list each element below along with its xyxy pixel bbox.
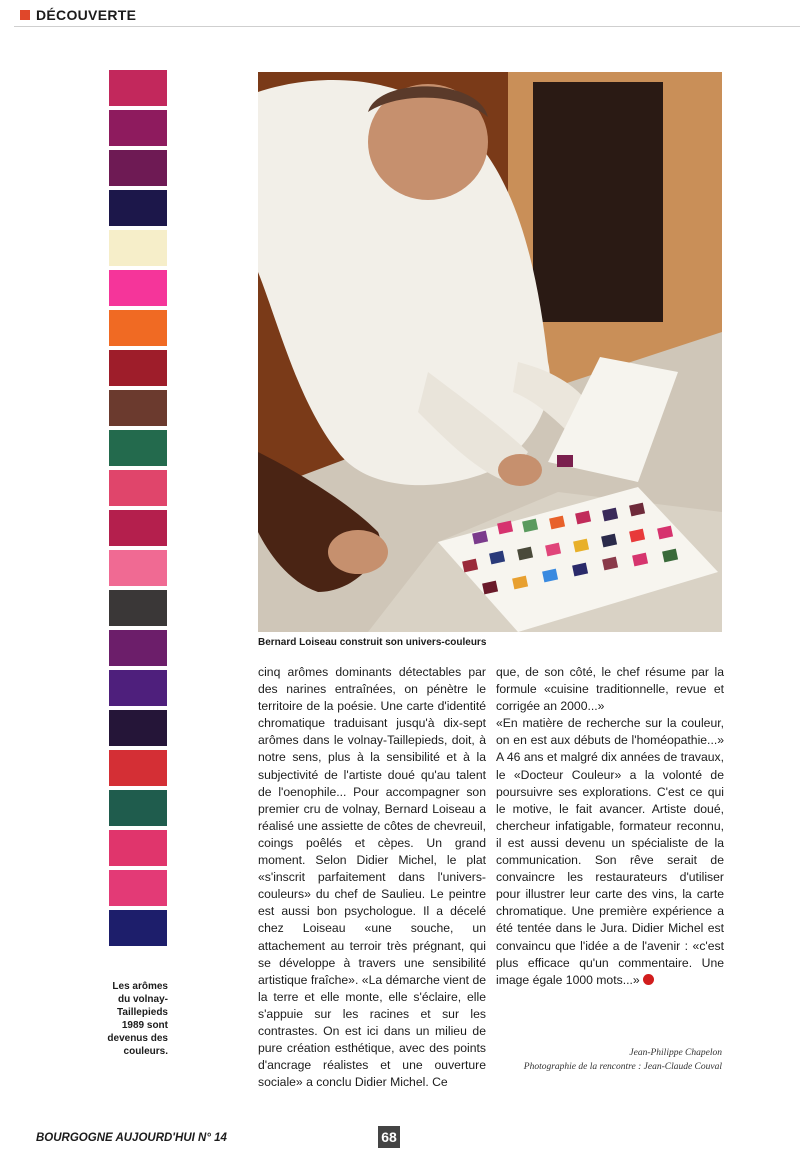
aroma-swatch <box>109 430 167 466</box>
aroma-swatch <box>109 510 167 546</box>
article-paragraph <box>496 715 724 989</box>
aroma-swatch <box>109 870 167 906</box>
section-marker-icon <box>20 10 30 20</box>
chef-photo-illustration <box>258 72 722 632</box>
aroma-color-strip <box>109 70 167 970</box>
aroma-swatch <box>109 110 167 146</box>
aroma-swatch <box>109 550 167 586</box>
article-column-2 <box>496 664 724 989</box>
side-caption-line: du volnay- <box>117 994 168 1005</box>
credits <box>496 1046 722 1074</box>
end-mark-icon <box>643 974 654 985</box>
publication-name: BOURGOGNE AUJOURD'HUI N° 14 <box>36 1132 227 1144</box>
photo-credit: Photographie de la rencontre : Jean-Claude Couval <box>523 1062 722 1072</box>
section-header <box>14 6 800 26</box>
aroma-swatch <box>109 390 167 426</box>
side-caption-line: 1989 sont <box>121 1020 168 1031</box>
page-number: 68 <box>378 1126 400 1148</box>
aroma-swatch <box>109 630 167 666</box>
aroma-swatch <box>109 190 167 226</box>
aroma-swatch <box>109 830 167 866</box>
article-column-1 <box>258 664 486 1091</box>
side-caption-line: devenus des <box>107 1033 168 1044</box>
article-paragraph: que, de son côté, le chef résume par la formule «cuisine traditionnelle, revue et corrigée an 2000...» <box>496 665 724 714</box>
aroma-swatch <box>109 470 167 506</box>
aroma-swatch <box>109 150 167 186</box>
aroma-swatch <box>109 710 167 746</box>
side-caption-line: Les arômes <box>112 981 168 992</box>
aroma-swatch <box>109 310 167 346</box>
side-caption <box>100 980 168 1058</box>
author-credit: Jean-Philippe Chapelon <box>629 1048 722 1058</box>
aroma-swatch <box>109 230 167 266</box>
article-paragraph: cinq arômes dominants détectables par des narines entraînées, on pénètre le territoire de la poésie. Une carte d'identité chromatique traduisant jusqu'à dix-sept arômes dans le volnay-Taillepieds, doit, à notre sens, plus à la sensibilité et à la subjectivité de l'artiste doué qu'au talent de l'oenophile... Pour accompagner son premier cru de volnay, Bernard Loiseau a réalisé une assiette de côtes de chevreuil, coings poêlés et cèpes. Un grand moment. Selon Didier Michel, le plat «s'inscrit parfaitement dans l'univers-couleurs» du chef de Saulieu. Le peintre est aussi bon psychologue. Il a décelé chez Loiseau «une souche, un attachement au terroir très prégnant, qui se développe à travers une sensibilité artistique fraîche». «La démarche vient de la terre et elle monte, elle s'éclaire, elle s'appuie sur les racines et sur les contrastes. On est ici dans un milieu de pure création esthétique, avec des points d'ancrage réalistes et une ouverture sociale» a conclu Didier Michel. Ce <box>258 665 486 1090</box>
aroma-swatch <box>109 910 167 946</box>
header-rule <box>14 26 800 27</box>
section-label: DÉCOUVERTE <box>36 7 137 23</box>
side-caption-line: couleurs. <box>123 1046 168 1057</box>
aroma-swatch <box>109 70 167 106</box>
aroma-swatch <box>109 670 167 706</box>
aroma-swatch <box>109 350 167 386</box>
article-paragraph-text: «En matière de recherche sur la couleur, on en est aux débuts de l'homéopathie...» A 46 ans et malgré dix années de travaux, le «Docteur Couleur» a la volonté de poursuivre ses explorations. C'est ce qui le motive, le fait avancer. Artiste doué, chercheur infatigable, formateur reconnu, il est aussi devenu un spécialiste de la communication. Son rêve serait de convaincre les restaurateurs d'utiliser pour illustrer leur carte des vins, la carte chromatique. Une première expérience a été tentée dans le Jura. Didier Michel est convaincu que l'idée a de l'avenir : «c'est plus efficace qu'un commentaire. Une image égale 1000 mots...» <box>496 716 724 987</box>
aroma-swatch <box>109 270 167 306</box>
aroma-swatch <box>109 750 167 786</box>
chef-photo <box>258 72 722 632</box>
aroma-swatch <box>109 590 167 626</box>
aroma-swatch <box>109 790 167 826</box>
photo-caption: Bernard Loiseau construit son univers-couleurs <box>258 637 487 648</box>
side-caption-line: Taillepieds <box>117 1007 168 1018</box>
